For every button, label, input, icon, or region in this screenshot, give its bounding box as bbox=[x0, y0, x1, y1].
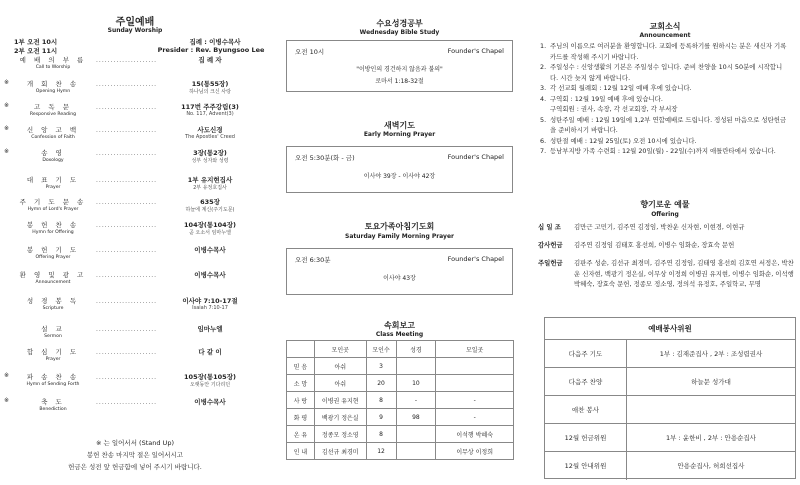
worship-item-value: 3장(통2장) bbox=[193, 149, 227, 157]
table-cell: - bbox=[436, 392, 514, 409]
worship-item bbox=[0, 102, 270, 122]
item-number: 1. bbox=[540, 42, 547, 50]
worship-item bbox=[0, 125, 270, 145]
worship-item-label: 대 표 기 도 bbox=[26, 176, 80, 184]
service-role: 다음주 기도 bbox=[545, 340, 627, 368]
saturday-box bbox=[286, 248, 513, 295]
worship-item-english: Responsive Reading bbox=[29, 112, 77, 117]
offering-subtitle: Offering bbox=[651, 211, 679, 218]
announcement-item bbox=[540, 115, 790, 136]
leader-dots: ····················· bbox=[96, 401, 158, 408]
worship-item-label: 봉 헌 찬 송 bbox=[26, 221, 80, 229]
worship-item-english: Hymn for Offering bbox=[32, 230, 74, 235]
item-text: 주일성수 : 신앙생활의 기본은 주일성수 입니다. 준비 찬양을 10시 50분에 시작합니다. 시간 늦지 않게 바랍니다. bbox=[550, 63, 783, 82]
worship-item-label: 송 영 bbox=[41, 149, 65, 157]
worship-item-value: 이병수목사 bbox=[194, 398, 226, 406]
worship-item-detail: 성부 성자와 성령 bbox=[191, 158, 229, 164]
saturday-reference: 이사야 43장 bbox=[383, 275, 416, 282]
offering-hymn-note: 봉헌 찬송 마지막 절은 일어서시고 bbox=[86, 451, 184, 459]
worship-item-detail: 2부 유정호집사 bbox=[193, 185, 227, 191]
stand-mark: ※ bbox=[4, 79, 10, 86]
leader-dots: ····················· bbox=[96, 274, 158, 281]
table-row bbox=[287, 426, 514, 443]
worship-item-detail: No. 117, Advent(3) bbox=[186, 111, 234, 117]
worship-item-detail: Isaiah 7:10-17 bbox=[192, 305, 228, 311]
table-cell: 이무상 이정희 bbox=[436, 443, 514, 460]
leader-dots: ····················· bbox=[96, 376, 158, 383]
table-cell bbox=[396, 426, 436, 443]
table-row bbox=[287, 392, 514, 409]
table-cell: - bbox=[436, 409, 514, 426]
saturday-title: 토요가족아침기도회 bbox=[364, 222, 435, 231]
item-number: 2. bbox=[540, 63, 547, 71]
item-text: 주님의 이름으로 여러분을 환영합니다. 교회에 등록하기를 원하시는 분은 새신자 기록카드를 작성해 주시기 바랍니다. bbox=[550, 42, 787, 61]
table-row bbox=[287, 358, 514, 375]
stand-mark: ※ bbox=[4, 125, 10, 132]
table-cell: 98 bbox=[396, 409, 436, 426]
table-row bbox=[287, 375, 514, 392]
wednesday-place: Founder's Chapel bbox=[447, 47, 504, 55]
item-text: 성탄주일 예배 : 12월 19일에 1,2부 연합예배로 드립니다. 정성된 마음으로 성탄헌금을 준비하시기 바랍니다. bbox=[550, 115, 787, 134]
worship-item bbox=[0, 270, 270, 290]
worship-item-label: 축 도 bbox=[41, 398, 65, 406]
offering-type: 십 일 조 bbox=[538, 223, 561, 231]
table-cell: 이석행 박혜숙 bbox=[436, 426, 514, 443]
worship-item-english: Sermon bbox=[44, 334, 62, 339]
table-cell: 8 bbox=[366, 392, 396, 409]
cell-subtitle: Class Meeting bbox=[375, 331, 424, 338]
worship-item-english: Announcement bbox=[35, 280, 71, 285]
worship-item-english: Offering Prayer bbox=[35, 255, 71, 260]
worship-item-label: 고 독 문 bbox=[34, 103, 72, 111]
leader-dots: ····················· bbox=[96, 179, 158, 186]
item-number: 4. bbox=[540, 94, 547, 103]
announcement-item bbox=[540, 104, 790, 115]
worship-item-value: 사도신경 bbox=[197, 126, 223, 134]
worship-item-label: 합 심 기 도 bbox=[26, 348, 80, 356]
worship-item bbox=[0, 55, 270, 75]
service-role: 12월 안내위원 bbox=[545, 452, 627, 480]
saturday-time: 오전 6:30분 bbox=[295, 256, 331, 264]
offering-names: 김만근 고민기, 김주연 김정임, 박찬운 신자현, 이현경, 이현규 bbox=[574, 223, 745, 231]
worship-item-detail: 하나님의 크신 사랑 bbox=[189, 89, 231, 95]
offering-type: 주일헌금 bbox=[538, 259, 563, 267]
wednesday-subtitle: Wednesday Bible Study bbox=[359, 29, 440, 36]
wednesday-reference: 로마서 1:18-32절 bbox=[375, 78, 424, 85]
worship-time-2: 2부 오전 11시 bbox=[14, 47, 58, 55]
worship-item-value: 15(통55장) bbox=[191, 80, 229, 88]
worship-item-value: 104장(통104장) bbox=[184, 221, 236, 229]
column-header bbox=[287, 341, 315, 358]
worship-item-english: Call to Worship bbox=[35, 65, 71, 70]
worship-item-label: 개 회 찬 송 bbox=[26, 80, 80, 88]
worship-item-value: 집 례 자 bbox=[198, 56, 222, 64]
dawn-title: 새벽기도 bbox=[384, 121, 415, 130]
leader-dots: ····················· bbox=[96, 83, 158, 90]
leader-dots: ····················· bbox=[96, 59, 158, 66]
worship-item-label: 예 배 의 부 름 bbox=[19, 56, 87, 64]
worship-item-value: 117번 주주강림(3) bbox=[181, 103, 239, 111]
news-subtitle: Announcement bbox=[639, 32, 691, 39]
presider-english: Presider : Rev. Byungsoo Lee bbox=[157, 46, 265, 54]
dawn-reference: 이사야 39장 - 이사야 42장 bbox=[363, 173, 436, 180]
presider-korean: 집례 : 이병수목사 bbox=[189, 38, 241, 46]
item-text: 구역회 : 12월 19일 예배 후에 있습니다. bbox=[550, 94, 663, 103]
table-cell: 9 bbox=[366, 409, 396, 426]
announcement-item bbox=[540, 62, 790, 83]
dawn-place: Founder's Chapel bbox=[447, 153, 504, 161]
leader-dots: ····················· bbox=[96, 106, 158, 113]
news-title: 교회소식 bbox=[649, 22, 681, 31]
worship-item-label: 성 경 봉 독 bbox=[26, 297, 80, 305]
worship-item-value: 임마누엘 bbox=[197, 325, 223, 333]
announcement-item bbox=[540, 94, 790, 105]
worship-item bbox=[0, 347, 270, 367]
service-title: 예배봉사위원 bbox=[545, 318, 795, 340]
announcement-item bbox=[540, 41, 790, 62]
worship-item-value: 1부 유지현집사 bbox=[187, 176, 233, 184]
announcement-item bbox=[540, 83, 790, 94]
wednesday-title: 수요성경공부 bbox=[376, 19, 423, 28]
worship-item bbox=[0, 197, 270, 217]
stand-mark: ※ bbox=[4, 372, 10, 379]
offering-type: 감사헌금 bbox=[538, 241, 563, 249]
item-number: 5. bbox=[540, 115, 547, 124]
service-row bbox=[545, 452, 795, 480]
table-cell: 김선규 최경미 bbox=[314, 443, 366, 460]
saturday-subtitle: Saturday Family Morning Prayer bbox=[345, 233, 454, 240]
stand-mark: ※ bbox=[4, 397, 10, 404]
worship-item bbox=[0, 245, 270, 265]
worship-item bbox=[0, 296, 270, 316]
table-cell: - bbox=[396, 392, 436, 409]
table-row bbox=[287, 409, 514, 426]
table-cell: 화 평 bbox=[287, 409, 315, 426]
table-cell: 12 bbox=[366, 443, 396, 460]
table-cell: 3 bbox=[366, 358, 396, 375]
offering-names: 김판주 성순, 김선규 최경미, 김주연 김정임, 김태영 홍선희 김호연 서정은, 박찬운 신자현, 백광기 정은실, 이무상 이정희 이병권 유지현, 이병수 임화순, 이석행 박혜숙, 장효숙 문헌, 정종모 정소영, 정의석 유정호, 주일학교, 무명 bbox=[574, 259, 794, 288]
worship-item-detail: 오랫동안 기다리던 bbox=[189, 382, 231, 388]
wednesday-quote: "이방인의 경건하지 않음과 불의" bbox=[356, 66, 443, 73]
service-row bbox=[545, 396, 795, 424]
leader-dots: ····················· bbox=[96, 328, 158, 335]
service-row bbox=[545, 368, 795, 396]
worship-item bbox=[0, 397, 270, 417]
item-text: 성탄절 예배 : 12월 25일(토) 오전 10시에 있습니다. bbox=[550, 136, 697, 145]
worship-item-value: 이사야 7:10-17절 bbox=[182, 297, 238, 305]
service-assignee: 안용순집사, 허희선집사 bbox=[677, 462, 745, 470]
table-cell: 사 랑 bbox=[287, 392, 315, 409]
worship-subtitle: Sunday Worship bbox=[107, 27, 163, 34]
service-assignee: 하늘문 성가대 bbox=[691, 378, 731, 386]
offering-names: 김주연 김정임 김태호 홍선희, 이병수 임화순, 장효숙 문헌 bbox=[574, 241, 735, 249]
worship-item-english: Hymn of Sending Forth bbox=[26, 382, 80, 387]
worship-item-label: 파 송 찬 송 bbox=[26, 373, 80, 381]
offering-box-note: 헌금은 성전 앞 헌금함에 넣어 주시기 바랍니다. bbox=[68, 463, 202, 471]
table-cell: 백광기 정은실 bbox=[314, 409, 366, 426]
leader-dots: ····················· bbox=[96, 300, 158, 307]
service-assignee: 1부 : 김재준집사 , 2부 : 조성렵권사 bbox=[659, 350, 763, 358]
worship-item-value: 이병수목사 bbox=[194, 246, 226, 254]
item-number: 7. bbox=[540, 147, 547, 155]
service-role: 다음주 찬양 bbox=[545, 368, 627, 396]
table-cell: 소 망 bbox=[287, 375, 315, 392]
stand-note: ※ 는 일어서서 (Stand Up) bbox=[96, 439, 174, 447]
worship-time-1: 1부 오전 10시 bbox=[14, 38, 58, 46]
table-cell: 믿 음 bbox=[287, 358, 315, 375]
leader-dots: ····················· bbox=[96, 201, 158, 208]
item-text: 구역회원 : 권사, 속장, 각 선교회장, 각 부서장 bbox=[550, 105, 678, 113]
column-header: 모일곳 bbox=[436, 341, 514, 358]
worship-item-value: 635장 bbox=[200, 198, 220, 206]
wednesday-time: 오전 10시 bbox=[295, 48, 325, 56]
worship-item-label: 환 영 및 광 고 bbox=[19, 271, 87, 279]
table-cell bbox=[396, 358, 436, 375]
cell-title: 속회보고 bbox=[384, 321, 415, 330]
worship-title: 주일예배 bbox=[115, 17, 155, 28]
item-text: 각 선교회 월례회 : 12월 12일 예배 후에 있습니다. bbox=[550, 84, 692, 92]
announcement-list bbox=[540, 41, 790, 157]
worship-item bbox=[0, 220, 270, 240]
worship-item-label: 신 앙 고 백 bbox=[26, 126, 80, 134]
worship-item-english: Doxology bbox=[42, 158, 64, 163]
table-cell: 정종모 정소영 bbox=[314, 426, 366, 443]
item-number: 6. bbox=[540, 136, 547, 145]
leader-dots: ····················· bbox=[96, 152, 158, 159]
worship-item-english: Scripture bbox=[42, 306, 64, 311]
worship-item-value: 다 같 이 bbox=[198, 348, 222, 356]
service-role: 애찬 봉사 bbox=[545, 396, 627, 424]
table-cell bbox=[396, 443, 436, 460]
wednesday-box bbox=[286, 40, 513, 92]
table-cell: 인 내 bbox=[287, 443, 315, 460]
worship-item bbox=[0, 79, 270, 99]
leader-dots: ····················· bbox=[96, 249, 158, 256]
worship-item-value: 이병수목사 bbox=[194, 271, 226, 279]
item-number: 3. bbox=[540, 84, 547, 92]
service-row bbox=[545, 424, 795, 452]
worship-item-english: Confession of Faith bbox=[31, 135, 75, 140]
service-assignee: 1부 : 윤한비 , 2부 : 안용순집사 bbox=[666, 434, 756, 442]
leader-dots: ····················· bbox=[96, 129, 158, 136]
table-cell bbox=[436, 358, 514, 375]
worship-item-value: 105장(통105장) bbox=[184, 373, 236, 381]
column-header: 모인곳 bbox=[314, 341, 366, 358]
worship-item bbox=[0, 372, 270, 392]
worship-item bbox=[0, 175, 270, 195]
offering-title: 향기로운 예물 bbox=[640, 200, 690, 209]
service-committee-box bbox=[544, 317, 796, 479]
class-meeting-table bbox=[286, 340, 514, 460]
table-row bbox=[287, 443, 514, 460]
table-cell: 이병권 유지현 bbox=[314, 392, 366, 409]
table-cell: 10 bbox=[396, 375, 436, 392]
worship-item-label: 주 기 도 문 송 bbox=[19, 198, 87, 206]
table-cell: 8 bbox=[366, 426, 396, 443]
worship-item-english: Benediction bbox=[39, 407, 67, 412]
worship-item bbox=[0, 148, 270, 168]
table-cell: 아쉬 bbox=[314, 375, 366, 392]
table-cell: 아쉬 bbox=[314, 358, 366, 375]
leader-dots: ····················· bbox=[96, 224, 158, 231]
dawn-box bbox=[286, 146, 513, 193]
worship-item-detail: 곧 오소서 임마누엘 bbox=[189, 230, 231, 236]
dawn-time: 오전 5:30분(화 - 금) bbox=[295, 154, 355, 162]
stand-mark: ※ bbox=[4, 102, 10, 109]
worship-item-label: 설 교 bbox=[41, 325, 65, 333]
leader-dots: ····················· bbox=[96, 351, 158, 358]
announcement-item bbox=[540, 146, 790, 157]
column-header: 모인수 bbox=[366, 341, 396, 358]
announcement-item bbox=[540, 136, 790, 147]
saturday-place: Founder's Chapel bbox=[447, 255, 504, 263]
table-cell bbox=[436, 375, 514, 392]
worship-item-detail: The Apostles' Creed bbox=[185, 134, 235, 140]
worship-item-detail: 하늘에 계신(주기도문) bbox=[185, 207, 235, 213]
worship-item bbox=[0, 324, 270, 344]
service-row bbox=[545, 340, 795, 368]
dawn-subtitle: Early Morning Prayer bbox=[363, 131, 436, 138]
table-cell: 온 유 bbox=[287, 426, 315, 443]
stand-mark: ※ bbox=[4, 148, 10, 155]
service-role: 12월 헌금위원 bbox=[545, 424, 627, 452]
weekly-meetings-column bbox=[272, 0, 527, 485]
table-cell: 20 bbox=[366, 375, 396, 392]
sunday-worship-column bbox=[0, 0, 270, 485]
worship-item-english: Hymn of Lord's Prayer bbox=[27, 207, 79, 212]
worship-item-english: Prayer bbox=[45, 185, 61, 190]
worship-item-english: Prayer bbox=[45, 357, 61, 362]
worship-item-english: Opening Hymn bbox=[35, 89, 71, 94]
item-text: 등남부지방 가족 수련회 : 12월 20일(월) - 22일(수)까지 애틀란타에서 있습니다. bbox=[550, 147, 776, 155]
worship-item-label: 봉 헌 기 도 bbox=[26, 246, 80, 254]
column-header: 성경 bbox=[396, 341, 436, 358]
announcements-column bbox=[530, 0, 800, 485]
